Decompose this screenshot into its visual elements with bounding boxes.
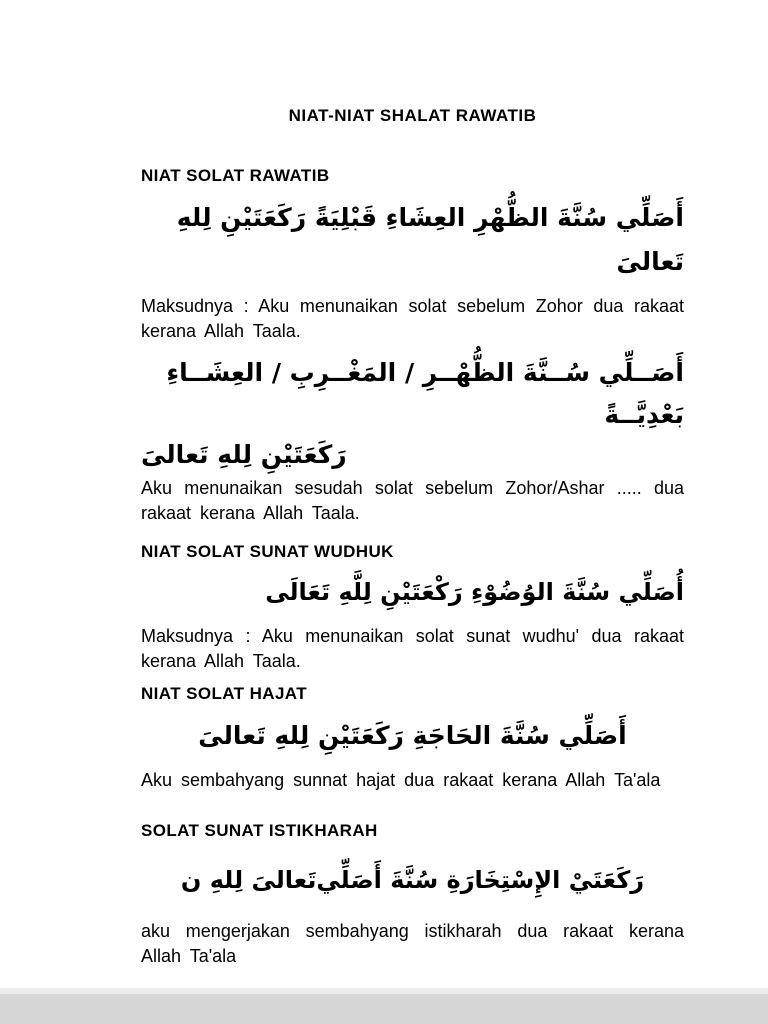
translation-text: Aku menunaikan sesudah solat sebelum Zohor/Ashar ..... dua rakaat kerana Allah Taala. — [141, 478, 684, 523]
arabic-niat-text-line2: رَكَعَتَيْنِ لِلهِ تَعالىَ — [141, 440, 347, 469]
arabic-word: تَعالىَ — [251, 866, 317, 894]
arabic-niat-text — [141, 855, 684, 905]
translation-text: Aku sembahyang sunnat hajat dua rakaat kerana Allah Ta'ala — [141, 770, 661, 790]
translation-text: Maksudnya : Aku menunaikan solat sebelum Zohor dua rakaat kerana Allah Taala. — [141, 296, 684, 341]
arabic-word: أَصَلِّي — [316, 866, 382, 894]
section-solat-hajat — [141, 684, 684, 793]
arabic-word: ن — [180, 866, 202, 894]
arabic-niat-text: أَصَلِّي سُنَّةَ الظُّهْرِ العِشَاءِ قَبْلِيَةً رَكَعَتَيْنِ لِلهِ تَعالىَ — [176, 203, 684, 276]
section-sunat-istikharah — [141, 821, 684, 969]
page-bottom-edge — [0, 988, 768, 1024]
section-heading: NIAT SOLAT HAJAT — [141, 684, 307, 703]
translation-text: aku mengerjakan sembahyang istikharah dua rakaat kerana Allah Ta'ala — [141, 921, 684, 966]
arabic-word: سُنَّةَ — [390, 866, 439, 894]
arabic-niat-text: أُصَلِّي سُنَّةَ الوُضُوْءِ رَكْعَتَيْنِ لِلَّهِ تَعَالَى — [265, 578, 684, 606]
section-heading: SOLAT SUNAT ISTIKHARAH — [141, 821, 378, 840]
document-title: NIAT-NIAT SHALAT RAWATIB — [288, 106, 537, 125]
arabic-niat-text: أَصَلِّي سُنَّةَ الحَاجَةِ رَكَعَتَيْنِ لِلهِ تَعالىَ — [198, 721, 627, 750]
arabic-niat-text-line1: أَصَــلِّي سُــنَّةَ الظُّهْــرِ / المَغْــرِبِ / العِشَــاءِ بَعْدِيَّــةً — [166, 358, 684, 429]
arabic-word: لِلهِ — [209, 866, 244, 894]
section-rawatib-qabliyah — [141, 166, 684, 344]
section-sunat-wudhuk — [141, 542, 684, 674]
arabic-word: رَكَعَتَيْ — [568, 866, 645, 894]
section-heading: NIAT SOLAT RAWATIB — [141, 166, 330, 185]
section-rawatib-badiyah — [141, 352, 684, 526]
translation-text: Maksudnya : Aku menunaikan solat sunat wudhu' dua rakaat kerana Allah Taala. — [141, 626, 684, 671]
arabic-word: الإِسْتِخَارَةِ — [446, 866, 561, 894]
section-heading: NIAT SOLAT SUNAT WUDHUK — [141, 542, 394, 561]
